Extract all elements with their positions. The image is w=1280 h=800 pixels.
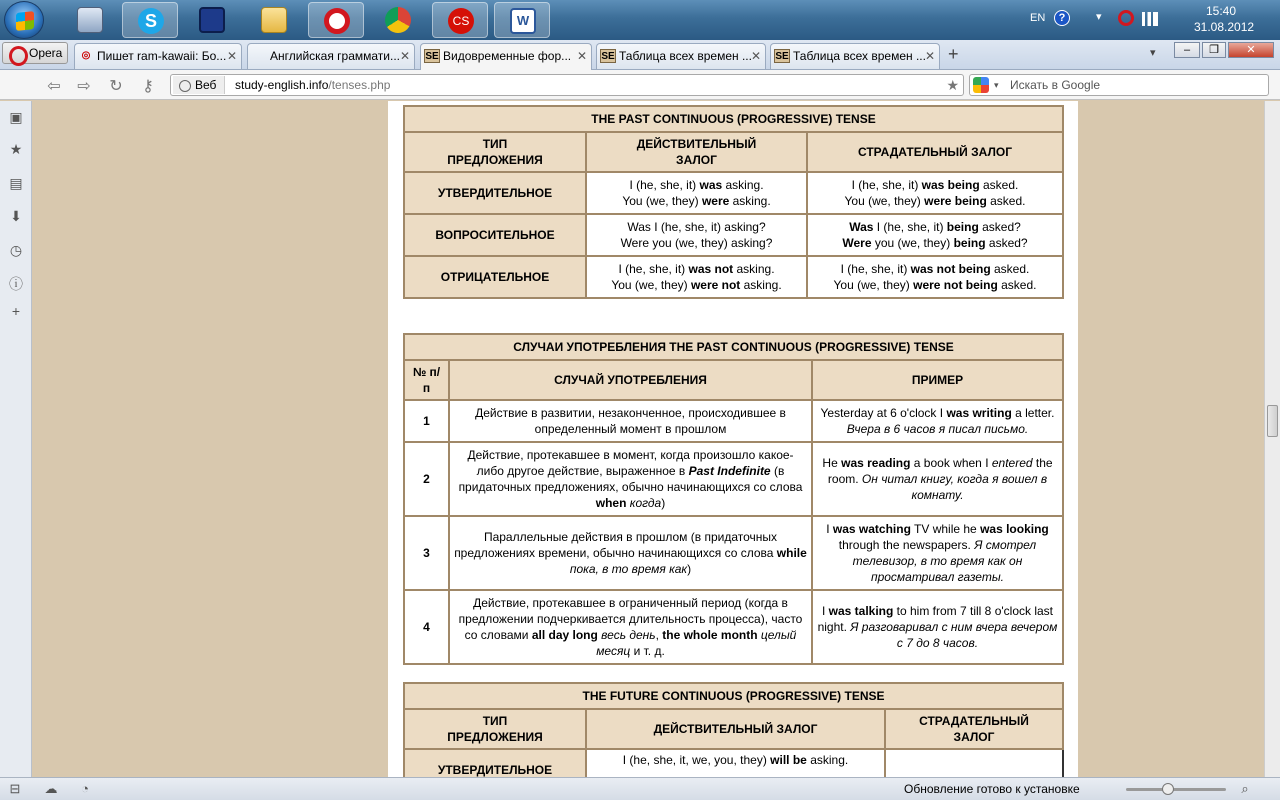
passive-voice-cell: I (he, she, it) was being asked. You (we, they) were being asked.: [807, 172, 1063, 214]
panel-toggle-icon[interactable]: ⊟: [9, 781, 21, 796]
minimize-icon[interactable]: –: [1174, 42, 1200, 58]
usage-case-cell: Действие, протекавшее в момент, когда произошло какое-либо другое действие, выраженное в Past Indefinite (в придаточных предложениях, обычно начинающихся со слова when когда): [449, 442, 812, 516]
word-icon: W: [510, 8, 536, 34]
col-header-active: ДЕЙСТВИТЕЛЬНЫЙ ЗАЛОГ: [586, 132, 807, 172]
close-tab-icon[interactable]: ✕: [924, 49, 935, 63]
start-button[interactable]: [4, 1, 44, 39]
zoom-slider-handle[interactable]: [1162, 783, 1174, 795]
info-icon[interactable]: ⓘ: [9, 276, 23, 292]
turbo-icon[interactable]: ◔: [81, 781, 89, 796]
speed-dial-icon[interactable]: ▣: [9, 109, 23, 125]
page-body: [388, 101, 1078, 777]
opera-tray-icon[interactable]: [1118, 10, 1134, 26]
tab-tenses-table-2[interactable]: [770, 43, 940, 69]
clock-date[interactable]: 31.08.2012: [1194, 20, 1255, 34]
row-type-label: УТВЕРДИТЕЛЬНОЕ: [404, 172, 586, 214]
downloads-icon[interactable]: ⬇: [10, 208, 22, 224]
search-placeholder: Искать в Google: [1010, 78, 1101, 92]
taskbar-app-opera[interactable]: [308, 2, 364, 38]
col-header-passive: СТРАДАТЕЛЬНЫЙ ЗАЛОГ: [807, 132, 1063, 172]
taskbar-app-chrome[interactable]: [370, 2, 426, 38]
windows-taskbar: [0, 0, 1280, 40]
active-voice-cell: I (he, she, it) was asking. You (we, they) were asking.: [586, 172, 807, 214]
new-tab-icon[interactable]: +: [948, 44, 959, 64]
status-text: Обновление готово к установке: [904, 782, 1080, 796]
col-header-example: ПРИМЕР: [812, 360, 1063, 400]
passive-voice-cell: [885, 749, 1063, 777]
tab-title: Видовременные фор...: [443, 49, 572, 63]
col-header-number: № п/п: [404, 360, 449, 400]
computer-icon: [77, 7, 103, 33]
taskbar-app-save[interactable]: [184, 2, 240, 38]
bookmark-star-icon[interactable]: ★: [946, 77, 959, 93]
taskbar-app-skype[interactable]: [122, 2, 178, 38]
url-text[interactable]: [235, 75, 390, 95]
active-voice-cell: I (he, she, it, we, you, they) will be asking.: [586, 749, 885, 777]
key-icon[interactable]: ⚷: [142, 78, 154, 95]
tab-title: Таблица всех времен ...: [793, 49, 926, 63]
restore-icon[interactable]: ❐: [1202, 42, 1226, 58]
tab-grammar[interactable]: [247, 43, 415, 69]
close-tab-icon[interactable]: ✕: [399, 49, 410, 63]
close-tab-icon[interactable]: ✕: [576, 49, 587, 63]
back-icon[interactable]: ⇦: [47, 78, 61, 95]
past-continuous-usage-table: [403, 333, 1064, 665]
clock-time[interactable]: 15:40: [1206, 4, 1237, 18]
site-info-badge[interactable]: Веб: [173, 76, 225, 94]
address-field[interactable]: [170, 74, 964, 96]
folder-icon: [261, 7, 287, 33]
url-host: study-english.info: [235, 78, 329, 92]
tab-favicon: [251, 49, 267, 63]
reload-icon[interactable]: ↻: [109, 78, 123, 95]
active-voice-cell: Was I (he, she, it) asking? Were you (we, they) asking?: [586, 214, 807, 256]
google-icon[interactable]: [973, 77, 989, 93]
close-tab-icon[interactable]: ✕: [750, 49, 761, 63]
table-caption: СЛУЧАИ УПОТРЕБЛЕНИЯ THE PAST CONTINUOUS (PROGRESSIVE) TENSE: [404, 334, 1063, 360]
zoom-icon[interactable]: ⌕: [1241, 781, 1249, 796]
scrollbar-thumb[interactable]: [1267, 405, 1278, 437]
tab-favicon: SE: [425, 51, 439, 62]
notes-icon[interactable]: ▤: [9, 175, 23, 191]
row-type-label: ОТРИЦАТЕЛЬНОЕ: [404, 256, 586, 298]
usage-example-cell: I was talking to him from 7 till 8 o'clock last night. Я разговаривал с ним вчера вечером с 7 до 8 часов.: [812, 590, 1063, 664]
url-path: /tenses.php: [328, 78, 391, 92]
usage-example-cell: Yesterday at 6 o'clock I was writing a letter. Вчера в 6 часов я писал письмо.: [812, 400, 1063, 442]
tab-favicon: ◎: [81, 50, 91, 61]
tab-title: Английская граммати...: [270, 49, 401, 63]
tab-livejournal[interactable]: [74, 43, 242, 69]
network-icon[interactable]: [1142, 12, 1158, 26]
search-field[interactable]: [969, 74, 1269, 96]
opera-icon: [324, 8, 350, 34]
language-indicator[interactable]: EN: [1030, 12, 1046, 24]
status-bar: [0, 777, 1280, 800]
address-toolbar: [0, 70, 1280, 100]
bookmarks-icon[interactable]: ★: [9, 141, 23, 157]
opera-menu-button[interactable]: Opera: [2, 42, 68, 64]
row-number: 4: [404, 590, 449, 664]
taskbar-app-lastfm[interactable]: [432, 2, 488, 38]
zoom-slider[interactable]: [1126, 788, 1226, 791]
col-header-active: ДЕЙСТВИТЕЛЬНЫЙ ЗАЛОГ: [586, 709, 885, 749]
tab-favicon: SE: [601, 51, 615, 62]
history-icon[interactable]: ◷: [9, 242, 23, 258]
row-number: 2: [404, 442, 449, 516]
taskbar-app-explorer[interactable]: [246, 2, 302, 38]
close-window-icon[interactable]: ✕: [1228, 42, 1274, 58]
tab-title: Пишет ram-kawaii: Бо...: [97, 49, 227, 63]
active-voice-cell: I (he, she, it) was not asking. You (we, they) were not asking.: [586, 256, 807, 298]
col-header-type: ТИП ПРЕДЛОЖЕНИЯ: [404, 132, 586, 172]
tab-title: Таблица всех времен ...: [619, 49, 752, 63]
table-caption: THE FUTURE CONTINUOUS (PROGRESSIVE) TENSE: [404, 683, 1063, 709]
help-icon[interactable]: ?: [1054, 10, 1070, 26]
col-header-case: СЛУЧАЙ УПОТРЕБЛЕНИЯ: [449, 360, 812, 400]
tab-tenses-active[interactable]: [420, 43, 592, 70]
row-type-label: ВОПРОСИТЕЛЬНОЕ: [404, 214, 586, 256]
tab-favicon: SE: [775, 51, 789, 62]
usage-case-cell: Параллельные действия в прошлом (в придаточных предложениях времени, обычно начинающихся со слова while пока, в то время как): [449, 516, 812, 590]
search-engine-dropdown-icon[interactable]: ▾: [994, 80, 999, 90]
add-panel-icon[interactable]: +: [11, 303, 21, 319]
tab-tenses-table-1[interactable]: [596, 43, 766, 69]
unite-icon[interactable]: ☁: [44, 781, 58, 796]
skype-icon: S: [138, 8, 164, 34]
passive-voice-cell: I (he, she, it) was not being asked. You (we, they) were not being asked.: [807, 256, 1063, 298]
chrome-icon: [385, 7, 411, 33]
passive-voice-cell: Was I (he, she, it) being asked? Were you (we, they) being asked?: [807, 214, 1063, 256]
usage-example-cell: I was watching TV while he was looking through the newspapers. Я смотрел телевизор, в то время как он просматривал газеты.: [812, 516, 1063, 590]
usage-case-cell: Действие, протекавшее в ограниченный период (когда в предложении подчеркивается длительность процесса), часто со словами all day long весь день, the whole month целый месяц и т. д.: [449, 590, 812, 664]
taskbar-app-word[interactable]: [494, 2, 550, 38]
taskbar-app-computer[interactable]: [62, 2, 118, 38]
future-continuous-table: [403, 682, 1064, 777]
floppy-icon: [199, 7, 225, 33]
usage-example-cell: He was reading a book when I entered the room. Он читал книгу, когда я вошел в комнату.: [812, 442, 1063, 516]
past-continuous-table: [403, 105, 1064, 299]
row-type-label: УТВЕРДИТЕЛЬНОЕ: [404, 749, 586, 777]
usage-case-cell: Действие в развитии, незаконченное, происходившее в определенный момент в прошлом: [449, 400, 812, 442]
lastfm-icon: CS: [448, 8, 474, 34]
tab-bar: [0, 40, 1280, 70]
page-viewport: [33, 101, 1264, 777]
vertical-scrollbar[interactable]: [1264, 101, 1280, 777]
row-number: 3: [404, 516, 449, 590]
col-header-type: ТИП ПРЕДЛОЖЕНИЯ: [404, 709, 586, 749]
tab-list-icon[interactable]: ▾: [1150, 47, 1156, 59]
close-tab-icon[interactable]: ✕: [226, 49, 237, 63]
windows-logo-icon: [16, 11, 34, 31]
row-number: 1: [404, 400, 449, 442]
tray-expand-icon[interactable]: ▾: [1096, 11, 1102, 23]
col-header-passive: СТРАДАТЕЛЬНЫЙ ЗАЛОГ: [885, 709, 1063, 749]
side-panel: [0, 101, 32, 777]
system-tray: [1020, 0, 1280, 40]
forward-icon[interactable]: ⇨: [77, 78, 91, 95]
table-caption: THE PAST CONTINUOUS (PROGRESSIVE) TENSE: [404, 106, 1063, 132]
